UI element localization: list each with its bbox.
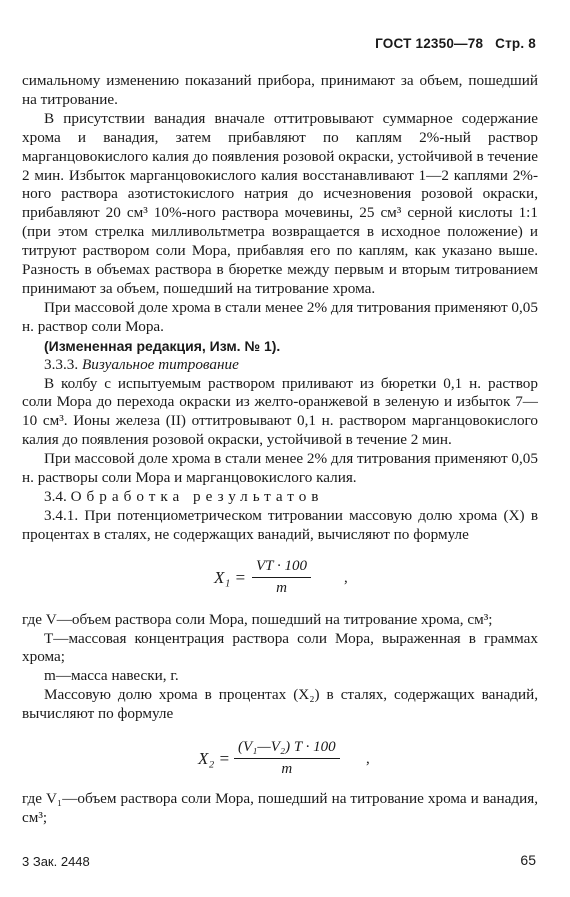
formula-numerator: VT · 100 [252, 557, 311, 578]
paragraph-low-chrome-visual: При массовой доле хрома в стали менее 2% для титрования применяют 0,05 н. растворы соли Мора и марганцовокислого калия. [22, 450, 538, 487]
paragraph-x2: Массовую долю хрома в процентах (X₂) в сталях, содержащих ванадий, вычисляют по формуле [22, 686, 538, 723]
formula-denominator: m [281, 761, 293, 777]
paragraph-continuation: симальному изменению показаний прибора, принимают за объем, пошедший на титрование. [22, 72, 538, 108]
page-header [375, 36, 536, 51]
formula-comma: , [344, 569, 348, 586]
formula-x2 [22, 728, 538, 788]
page-number: 65 [520, 852, 536, 868]
definition-t: T—массовая концентрация раствора соли Мора, выраженная в граммах хрома; [22, 629, 538, 666]
standard-number: ГОСТ 12350—78 [375, 36, 484, 51]
paragraph-visual-titration: В колбу с испытуемым раствором приливают из бюретки 0,1 н. раствор соли Мора до перехода окраски из желто-оранжевой в зеленую и избыток 7—10 см³. Ионы железа (II) оттитровывают 0,1 н. раствором марганцовокислого калия до появления розовой окраски, устойчивой в течение 2 мин. [22, 374, 538, 449]
revision-note: (Измененная редакция, Изм. № 1). [44, 337, 281, 354]
section-title: Обработка результатов [70, 487, 324, 505]
formula-fraction [234, 738, 340, 779]
definition-m: m—масса навески, г. [44, 667, 179, 685]
section-title: Визуальное титрование [81, 355, 239, 373]
definition-v1: где V₁—объем раствора соли Мора, пошедший на титрование хрома и ванадия, см³; [22, 790, 538, 826]
formula-x1 [22, 549, 538, 609]
paragraph-vanadium: В присутствии ванадия вначале оттитровывают суммарное содержание хрома и ванадия, затем прибавляют по каплям 2%-ный раствор марганцовокислого калия до появления розовой окраски, устойчивой в течение 2 мин. Избыток марганцовокислого калия восстанавливают 1—2 каплями 2%-ного раствора азотистокислого натрия до исчезновения розовой окраски, прибавляют 20 см³ 10%-ного раствора мочевины, 25 см³ серной кислоты 1:1 (при этом стрелка милливольтметра возвращается в исходное положение) и титруют раствором соли Мора, прибавляя его по каплям, как указано выше. Разность в объемах раствора в бюретке между первым и вторым титрованием принимают за объем, пошедший на титрование хрома. [22, 109, 538, 297]
footer-order-number: 3 Зак. 2448 [22, 854, 90, 869]
definition-v: где V—объем раствора соли Мора, пошедший на титрование хрома, см³; [22, 610, 493, 628]
page-label: Стр. 8 [495, 36, 536, 51]
section-number: 3.4. [44, 487, 67, 505]
section-3-3-3 [22, 356, 538, 375]
paragraph-3-4-1: 3.4.1. При потенциометрическом титровании массовую долю хрома (X) в процентах в сталях, не содержащих ванадий, вычисляют по формуле [22, 506, 538, 543]
paragraph-low-chrome: При массовой доле хрома в стали менее 2% для титрования применяют 0,05 н. раствор соли Мора. [22, 298, 538, 335]
formula-fraction [252, 557, 311, 598]
formula-comma: , [366, 751, 370, 768]
document-body [22, 72, 538, 828]
section-3-4 [22, 488, 538, 507]
formula-numerator: (V₁—V₂) T · 100 [234, 738, 340, 759]
formula-denominator: m [276, 579, 287, 596]
formula-lhs: X₂ = [198, 749, 231, 769]
section-number: 3.3.3. [44, 355, 79, 373]
formula-lhs: X₁ = [214, 567, 247, 587]
